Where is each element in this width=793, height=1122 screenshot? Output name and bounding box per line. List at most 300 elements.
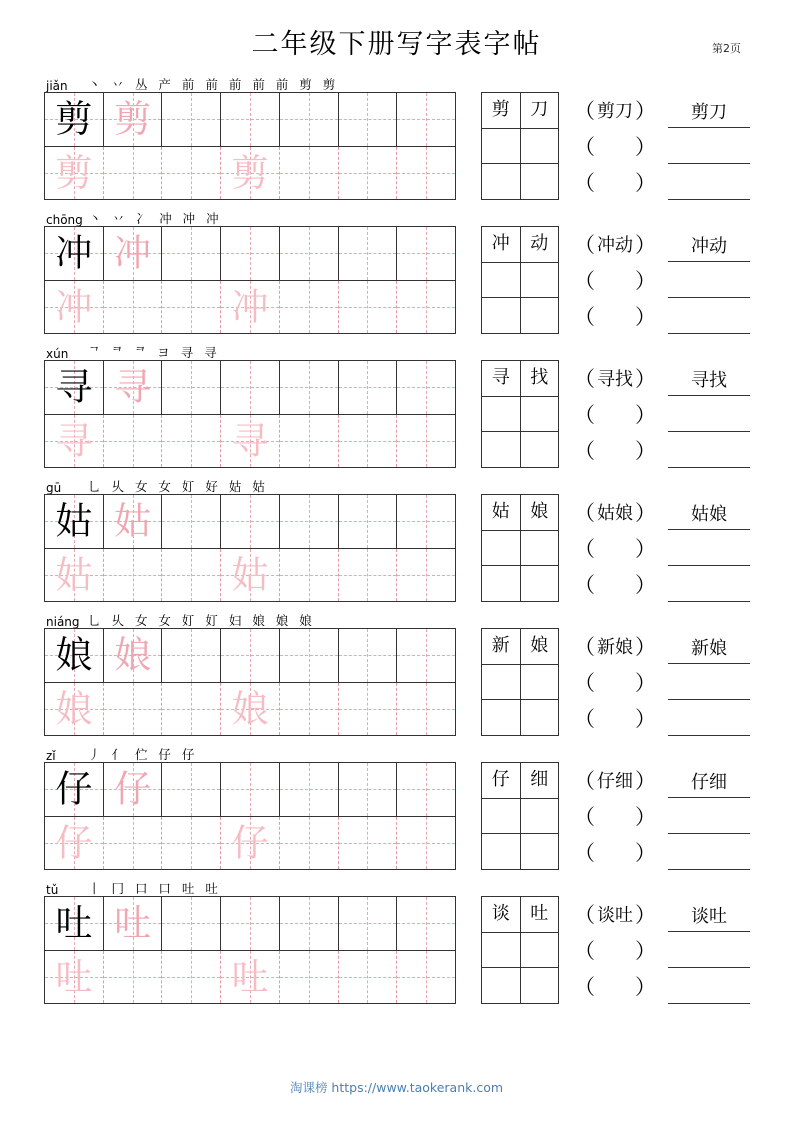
paren-row <box>572 628 658 664</box>
grid-cell <box>162 495 221 548</box>
paren-row <box>572 262 658 298</box>
paren-left: （ <box>574 99 595 123</box>
paren-column <box>572 896 658 1004</box>
word-box-cell <box>482 933 521 968</box>
grid-cell <box>339 817 398 870</box>
paren-right: ） <box>635 501 656 525</box>
grid-cell <box>45 281 104 334</box>
word-box-row <box>482 397 558 433</box>
word-box-row <box>482 361 558 397</box>
paren-left: （ <box>574 707 595 731</box>
word-box-cell <box>482 531 521 566</box>
grid-cell <box>280 683 339 736</box>
practice-grid-row-top <box>45 897 455 951</box>
writing-line <box>668 494 750 530</box>
grid-cell <box>45 227 104 280</box>
paren-row <box>572 396 658 432</box>
word-box-cell <box>482 432 521 467</box>
word-box-cell <box>521 164 559 199</box>
pinyin-stroke-line <box>44 744 750 762</box>
grid-cell <box>221 281 280 334</box>
word-box-cell <box>521 263 559 298</box>
word-box-row <box>482 298 558 333</box>
word-box-cell <box>482 763 521 798</box>
practice-grid-row-top <box>45 495 455 549</box>
grid-cell <box>221 951 280 1004</box>
grid-cell <box>339 281 398 334</box>
page-title: 二年级下册写字表字帖 <box>251 29 542 60</box>
paren-right: ） <box>635 367 656 391</box>
word-box-row <box>482 93 558 129</box>
paren-left: （ <box>574 233 595 257</box>
trace-character: 仔 <box>55 821 93 865</box>
word-box-cell <box>521 933 559 968</box>
grid-cell <box>280 763 339 816</box>
word-box-cell <box>521 968 559 1003</box>
character-row <box>44 208 750 342</box>
word-box-cell <box>482 263 521 298</box>
trace-character: 冲 <box>114 231 152 275</box>
paren-left: （ <box>574 171 595 195</box>
word-character: 动 <box>530 233 549 255</box>
paren-row <box>572 164 658 200</box>
practice-grid-row-bottom <box>45 147 455 200</box>
grid-cell <box>280 93 339 146</box>
paren-row <box>572 360 658 396</box>
paren-row <box>572 700 658 736</box>
writing-line <box>668 262 750 298</box>
grid-cell <box>397 361 455 414</box>
paren-left: （ <box>574 439 595 463</box>
paren-right: ） <box>635 135 656 159</box>
paren-row <box>572 968 658 1004</box>
grid-cell <box>45 897 104 950</box>
grid-cell <box>104 763 163 816</box>
practice-grid-row-top <box>45 361 455 415</box>
grid-cell <box>221 817 280 870</box>
paren-right: ） <box>635 305 656 329</box>
practice-grid-row-bottom <box>45 683 455 736</box>
grid-cell <box>104 951 163 1004</box>
grid-cell <box>221 549 280 602</box>
grid-cell <box>162 549 221 602</box>
word-box <box>481 762 559 870</box>
word-character: 新 <box>491 635 510 657</box>
word-box-cell <box>482 799 521 834</box>
pinyin-label: jiǎn <box>46 79 68 93</box>
writing-lines <box>668 762 750 870</box>
paren-left: （ <box>574 501 595 525</box>
word-box-cell <box>521 531 559 566</box>
paren-right: ） <box>635 939 656 963</box>
trace-character: 剪 <box>55 151 93 195</box>
writing-line <box>668 664 750 700</box>
grid-cell <box>104 817 163 870</box>
word-box-cell <box>482 227 521 262</box>
grid-cell <box>104 897 163 950</box>
trace-character: 寻 <box>231 419 269 463</box>
grid-cell <box>162 951 221 1004</box>
model-character: 剪 <box>55 97 93 141</box>
grid-cell <box>397 683 455 736</box>
grid-cell <box>221 415 280 468</box>
line-word: 姑娘 <box>691 504 727 525</box>
paren-column <box>572 92 658 200</box>
paren-right: ） <box>635 671 656 695</box>
paren-right: ） <box>635 975 656 999</box>
grid-cell <box>397 147 455 200</box>
word-box <box>481 360 559 468</box>
trace-character: 冲 <box>231 285 269 329</box>
word-character: 姑 <box>491 501 510 523</box>
paren-row <box>572 128 658 164</box>
character-row <box>44 476 750 610</box>
grid-cell <box>162 415 221 468</box>
word-box-row <box>482 566 558 601</box>
trace-character: 姑 <box>114 499 152 543</box>
grid-cell <box>280 495 339 548</box>
word-character: 细 <box>530 769 549 791</box>
grid-cell <box>397 629 455 682</box>
character-rows <box>44 74 750 1012</box>
paren-row <box>572 298 658 334</box>
paren-row <box>572 896 658 932</box>
trace-character: 娘 <box>55 687 93 731</box>
paren-left: （ <box>574 805 595 829</box>
writing-line <box>668 360 750 396</box>
practice-grid-row-bottom <box>45 549 455 602</box>
writing-lines <box>668 628 750 736</box>
paren-column <box>572 628 658 736</box>
line-word: 仔细 <box>691 772 727 793</box>
word-box-row <box>482 897 558 933</box>
paren-right: ） <box>635 573 656 597</box>
grid-cell <box>104 227 163 280</box>
line-word: 寻找 <box>691 370 727 391</box>
practice-grid <box>44 896 456 1004</box>
line-word: 剪刀 <box>691 102 727 123</box>
grid-cell <box>280 415 339 468</box>
grid-cell <box>339 763 398 816</box>
paren-left: （ <box>574 367 595 391</box>
stroke-order-sequence: 乚 乆 女 女 奵 奵 妇 娘 娘 娘 <box>88 613 316 628</box>
writing-lines <box>668 494 750 602</box>
writing-lines <box>668 896 750 1004</box>
character-row <box>44 744 750 878</box>
paren-row <box>572 432 658 468</box>
practice-grid <box>44 360 456 468</box>
grid-cell <box>162 683 221 736</box>
paren-left: （ <box>574 903 595 927</box>
word-box-cell <box>521 629 559 664</box>
word-character: 刀 <box>530 99 549 121</box>
trace-character: 寻 <box>55 419 93 463</box>
stroke-order-sequence: 丶 丷 冫 冲 冲 冲 <box>88 211 223 226</box>
word-box-cell <box>482 834 521 869</box>
practice-grid <box>44 762 456 870</box>
line-word: 新娘 <box>691 638 727 659</box>
word-box-cell <box>482 164 521 199</box>
word-box-row <box>482 665 558 701</box>
word-box-cell <box>482 629 521 664</box>
word-box-cell <box>482 93 521 128</box>
word-character: 娘 <box>530 501 549 523</box>
grid-cell <box>45 93 104 146</box>
word-box-cell <box>482 129 521 164</box>
grid-cell <box>280 361 339 414</box>
paren-word: 寻找 <box>597 369 633 390</box>
writing-line <box>668 700 750 736</box>
word-box-cell <box>482 566 521 601</box>
word-box-cell <box>521 763 559 798</box>
practice-grid <box>44 628 456 736</box>
writing-line <box>668 530 750 566</box>
writing-lines <box>668 92 750 200</box>
word-box-row <box>482 968 558 1003</box>
grid-cell <box>397 817 455 870</box>
pinyin-stroke-line <box>44 342 750 360</box>
grid-cell <box>162 227 221 280</box>
grid-cell <box>397 763 455 816</box>
grid-cell <box>162 93 221 146</box>
grid-cell <box>162 629 221 682</box>
paren-row <box>572 530 658 566</box>
paren-right: ） <box>635 439 656 463</box>
word-box-cell <box>482 897 521 932</box>
grid-cell <box>104 415 163 468</box>
paren-row <box>572 762 658 798</box>
paren-column <box>572 494 658 602</box>
grid-cell <box>45 817 104 870</box>
word-box-cell <box>521 799 559 834</box>
paren-row <box>572 664 658 700</box>
word-character: 冲 <box>491 233 510 255</box>
grid-cell <box>280 897 339 950</box>
word-box-row <box>482 834 558 869</box>
word-box-row <box>482 933 558 969</box>
trace-character: 仔 <box>231 821 269 865</box>
trace-character: 姑 <box>231 553 269 597</box>
grid-cell <box>45 415 104 468</box>
grid-cell <box>397 93 455 146</box>
writing-line <box>668 968 750 1004</box>
paren-left: （ <box>574 537 595 561</box>
grid-cell <box>45 683 104 736</box>
pinyin-stroke-line <box>44 476 750 494</box>
grid-cell <box>221 227 280 280</box>
grid-cell <box>45 147 104 200</box>
word-box-row <box>482 164 558 199</box>
paren-right: ） <box>635 269 656 293</box>
grid-cell <box>221 361 280 414</box>
trace-character: 寻 <box>114 365 152 409</box>
trace-character: 娘 <box>231 687 269 731</box>
word-box-row <box>482 629 558 665</box>
paren-left: （ <box>574 305 595 329</box>
paren-left: （ <box>574 635 595 659</box>
paren-right: ） <box>635 769 656 793</box>
grid-cell <box>104 281 163 334</box>
grid-cell <box>397 415 455 468</box>
writing-line <box>668 92 750 128</box>
word-character: 找 <box>530 367 549 389</box>
word-box-cell <box>482 968 521 1003</box>
paren-right: ） <box>635 903 656 927</box>
practice-grid <box>44 494 456 602</box>
model-character: 冲 <box>55 231 93 275</box>
paren-right: ） <box>635 841 656 865</box>
word-box-cell <box>521 227 559 262</box>
grid-cell <box>339 361 398 414</box>
grid-cell <box>339 227 398 280</box>
writing-line <box>668 628 750 664</box>
paren-left: （ <box>574 939 595 963</box>
word-box <box>481 628 559 736</box>
paren-word: 姑娘 <box>597 503 633 524</box>
paren-right: ） <box>635 99 656 123</box>
practice-grid-row-bottom <box>45 951 455 1004</box>
pinyin-stroke-line <box>44 610 750 628</box>
grid-cell <box>280 281 339 334</box>
grid-cell <box>45 361 104 414</box>
paren-left: （ <box>574 135 595 159</box>
word-box-row <box>482 531 558 567</box>
grid-cell <box>162 897 221 950</box>
word-box-cell <box>482 700 521 735</box>
trace-character: 冲 <box>55 285 93 329</box>
grid-cell <box>280 951 339 1004</box>
paren-column <box>572 226 658 334</box>
grid-cell <box>104 683 163 736</box>
grid-cell <box>104 147 163 200</box>
grid-cell <box>221 629 280 682</box>
character-row <box>44 878 750 1012</box>
word-box-row <box>482 799 558 835</box>
word-box-row <box>482 495 558 531</box>
grid-cell <box>280 629 339 682</box>
paren-right: ） <box>635 403 656 427</box>
word-box-cell <box>521 361 559 396</box>
paren-right: ） <box>635 635 656 659</box>
grid-cell <box>221 495 280 548</box>
paren-left: （ <box>574 671 595 695</box>
trace-character: 娘 <box>114 633 152 677</box>
word-box <box>481 92 559 200</box>
paren-left: （ <box>574 841 595 865</box>
word-box-cell <box>521 298 559 333</box>
grid-cell <box>45 549 104 602</box>
grid-cell <box>221 683 280 736</box>
paren-right: ） <box>635 707 656 731</box>
writing-line <box>668 762 750 798</box>
word-box-cell <box>521 495 559 530</box>
grid-cell <box>45 629 104 682</box>
pinyin-label: gū <box>46 481 62 495</box>
stroke-order-sequence: 丶 丷 丛 产 前 前 前 前 前 剪 剪 <box>88 77 339 92</box>
grid-cell <box>162 361 221 414</box>
grid-cell <box>221 147 280 200</box>
paren-word: 冲动 <box>597 235 633 256</box>
word-box <box>481 226 559 334</box>
paren-right: ） <box>635 805 656 829</box>
writing-lines <box>668 226 750 334</box>
pinyin-stroke-line <box>44 74 750 92</box>
word-box-row <box>482 129 558 165</box>
pinyin-label: xún <box>46 347 69 361</box>
grid-cell <box>45 763 104 816</box>
practice-grid <box>44 226 456 334</box>
grid-cell <box>339 495 398 548</box>
trace-character: 剪 <box>231 151 269 195</box>
grid-cell <box>104 361 163 414</box>
grid-cell <box>280 549 339 602</box>
grid-cell <box>104 549 163 602</box>
paren-row <box>572 494 658 530</box>
word-box <box>481 494 559 602</box>
writing-line <box>668 396 750 432</box>
practice-grid-row-bottom <box>45 817 455 870</box>
grid-cell <box>397 897 455 950</box>
model-character: 娘 <box>55 633 93 677</box>
word-box-cell <box>521 700 559 735</box>
grid-cell <box>280 227 339 280</box>
writing-line <box>668 432 750 468</box>
word-box-cell <box>521 566 559 601</box>
grid-cell <box>45 495 104 548</box>
pinyin-label: tǔ <box>46 883 59 897</box>
stroke-order-sequence: 乚 乆 女 女 奵 好 姑 姑 <box>88 479 269 494</box>
trace-character: 剪 <box>114 97 152 141</box>
paren-word: 谈吐 <box>597 905 633 926</box>
grid-cell <box>104 495 163 548</box>
grid-cell <box>339 93 398 146</box>
paren-right: ） <box>635 233 656 257</box>
pinyin-label: niáng <box>46 615 80 629</box>
word-box-cell <box>521 93 559 128</box>
grid-cell <box>397 549 455 602</box>
grid-cell <box>397 951 455 1004</box>
paren-word: 新娘 <box>597 637 633 658</box>
practice-grid-row-bottom <box>45 281 455 334</box>
grid-cell <box>221 93 280 146</box>
word-box-cell <box>482 495 521 530</box>
watermark: 淘课榜 https://www.taokerank.com <box>282 1076 511 1098</box>
grid-cell <box>280 147 339 200</box>
practice-grid-row-top <box>45 763 455 817</box>
grid-cell <box>339 549 398 602</box>
grid-cell <box>221 897 280 950</box>
line-word: 谈吐 <box>691 906 727 927</box>
word-box-cell <box>482 361 521 396</box>
paren-row <box>572 566 658 602</box>
word-character: 仔 <box>491 769 510 791</box>
stroke-order-sequence: ᄀ ᄏ ᄏ ヨ 寻 寻 <box>88 345 221 360</box>
paren-word: 剪刀 <box>597 101 633 122</box>
paren-row <box>572 932 658 968</box>
paren-left: （ <box>574 573 595 597</box>
grid-cell <box>162 763 221 816</box>
grid-cell <box>339 415 398 468</box>
grid-cell <box>162 281 221 334</box>
character-row <box>44 610 750 744</box>
word-box-row <box>482 227 558 263</box>
writing-line <box>668 798 750 834</box>
paren-right: ） <box>635 171 656 195</box>
paren-right: ） <box>635 537 656 561</box>
word-box-cell <box>521 397 559 432</box>
paren-word: 仔细 <box>597 771 633 792</box>
character-row <box>44 74 750 208</box>
